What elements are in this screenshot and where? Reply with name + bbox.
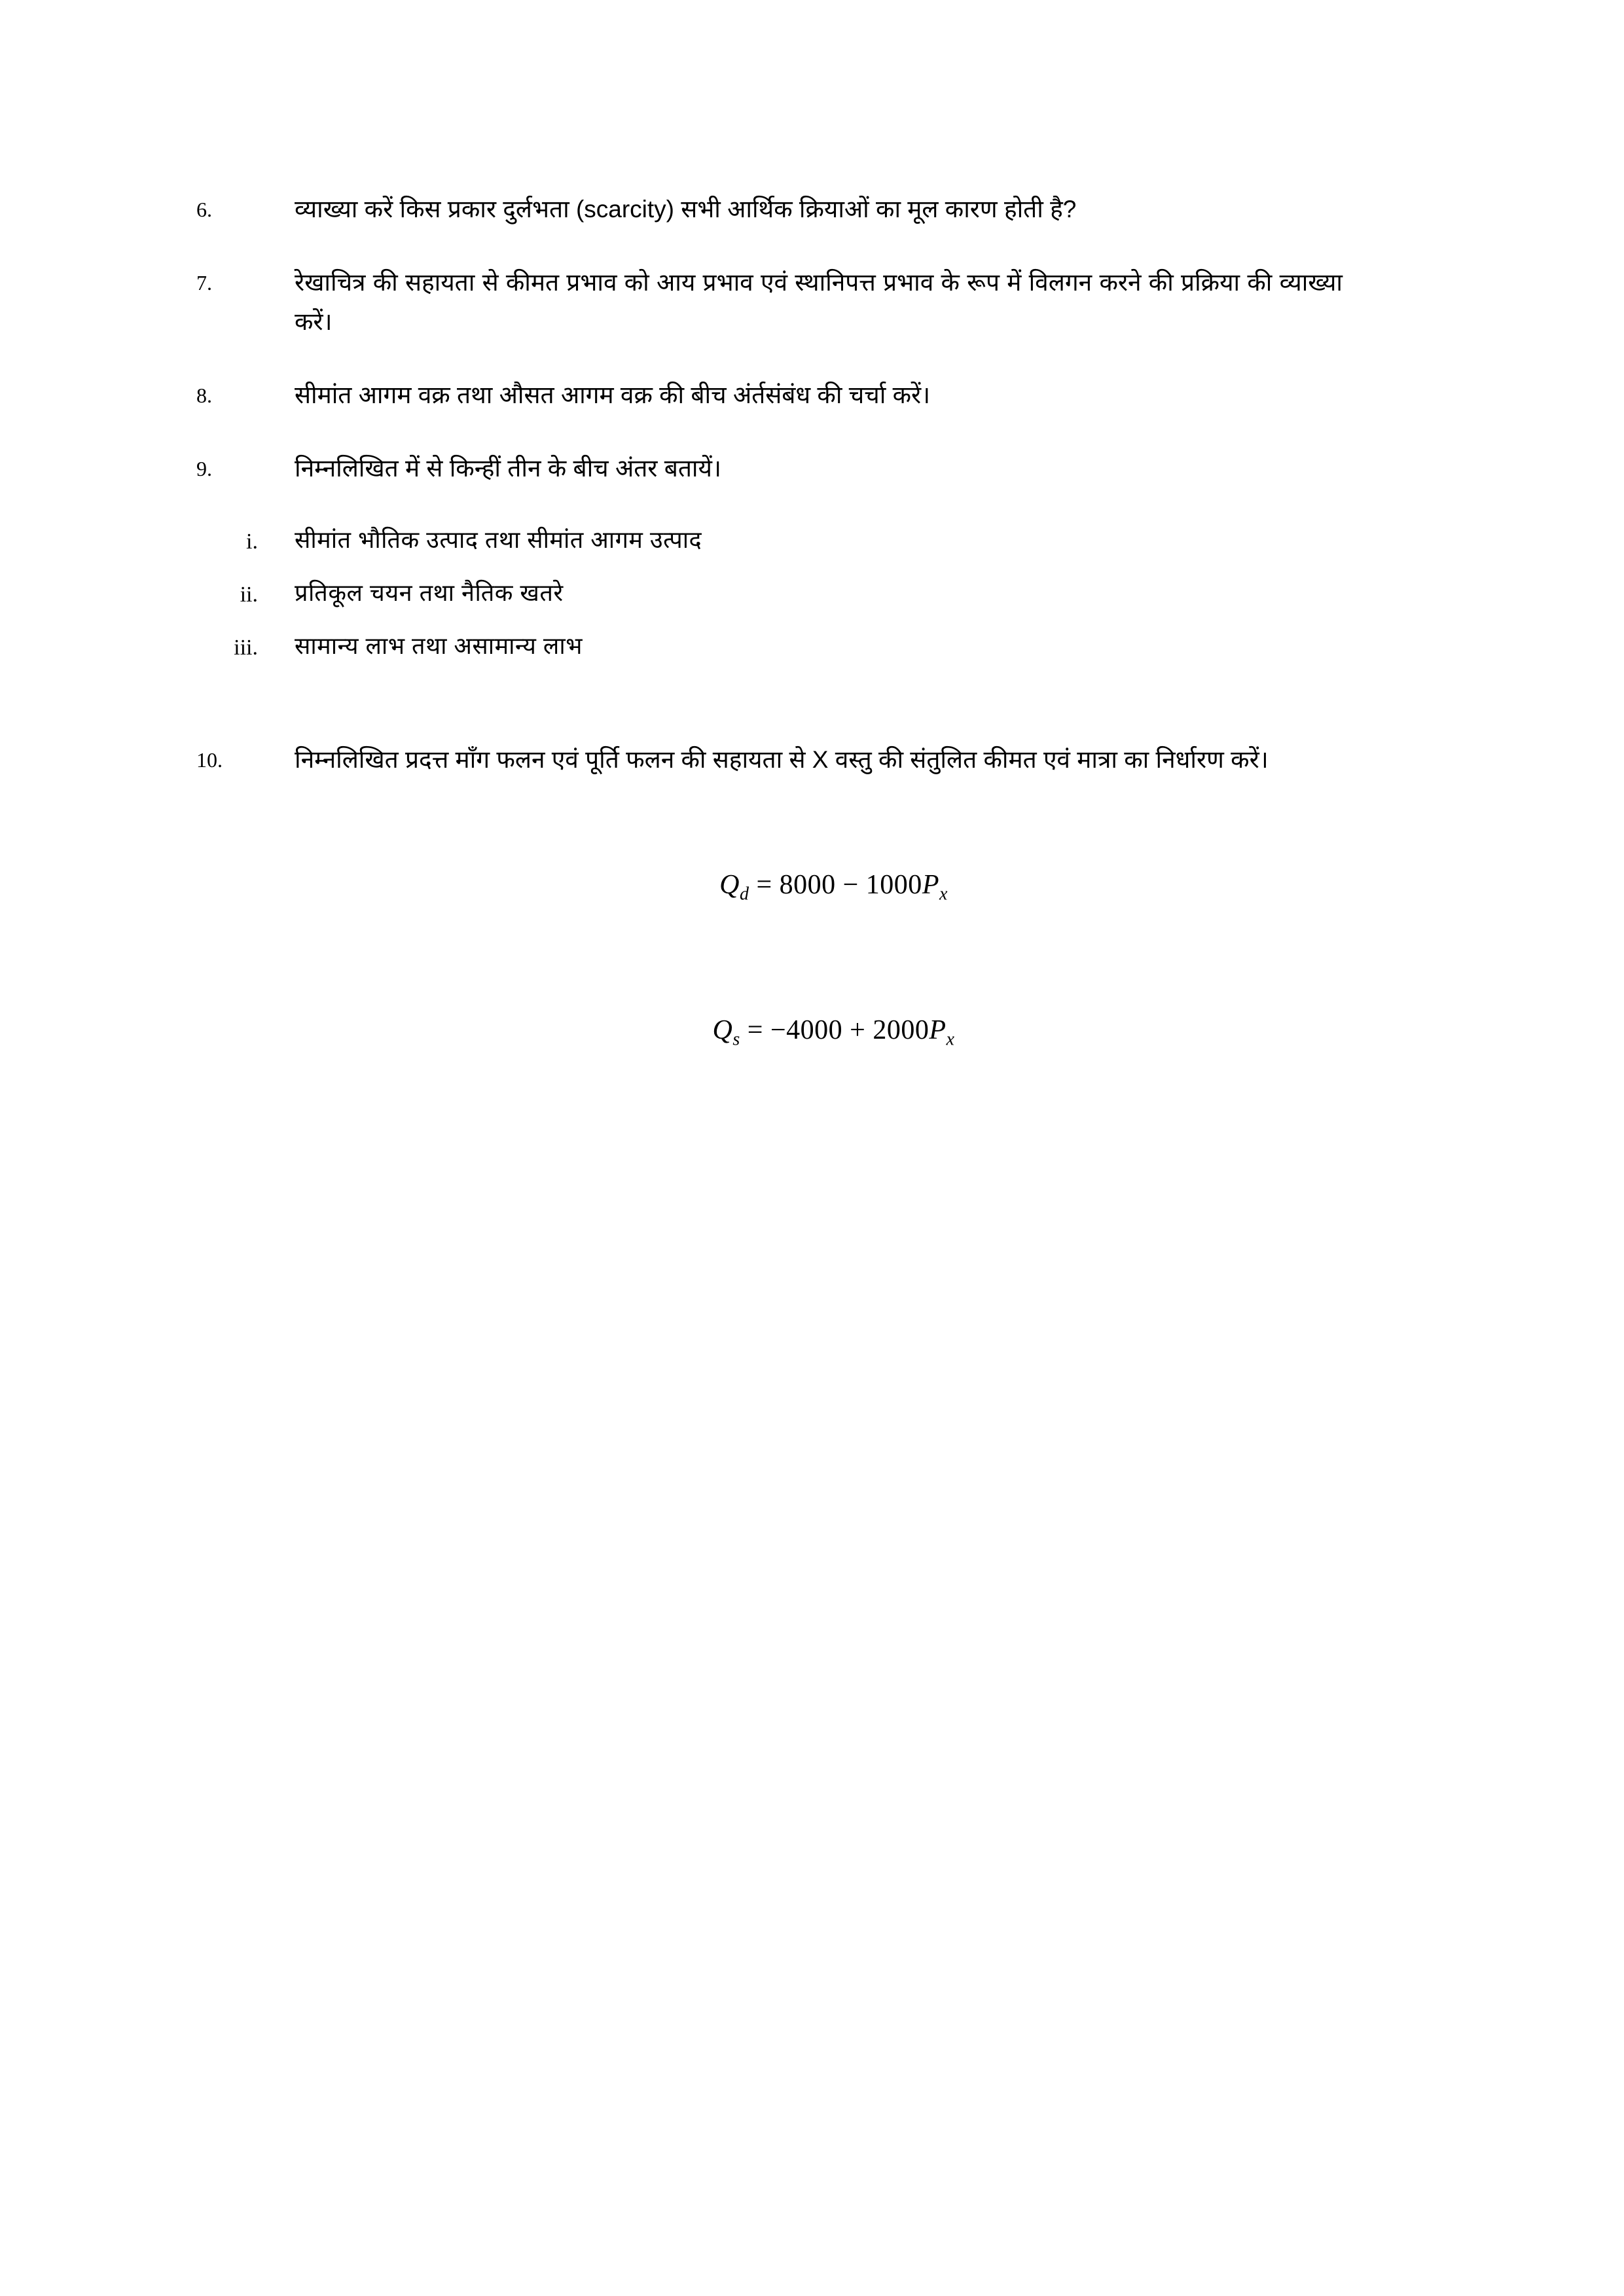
equation-demand bbox=[196, 814, 1428, 958]
question-number: 9. bbox=[196, 456, 212, 480]
question-number: 8. bbox=[196, 383, 212, 407]
equation-lhs-subscript: d bbox=[739, 884, 749, 905]
list-item-marker: i. bbox=[246, 529, 258, 554]
question-text: व्याख्या करें किस प्रकार दुर्लभता (scarcity) सभी आर्थिक क्रियाओं का मूल कारण होती है? bbox=[295, 196, 1077, 223]
equation-block bbox=[196, 814, 1428, 1103]
question-text: सीमांत आगम वक्र तथा औसत आगम वक्र की बीच अंर्तसंबंध की चर्चा करें। bbox=[295, 381, 931, 408]
equation-lhs-symbol: Q bbox=[719, 870, 740, 901]
equation-lhs-subscript: s bbox=[732, 1028, 740, 1049]
question-item bbox=[196, 740, 1428, 780]
equation-rhs-symbol: P bbox=[922, 870, 939, 901]
spacer bbox=[196, 710, 1428, 740]
list-item-text: सीमांत भौतिक उत्पाद तथा सीमांत आगम उत्पाद bbox=[295, 526, 702, 553]
list-item-marker: ii. bbox=[240, 582, 258, 607]
list-item bbox=[196, 522, 1428, 558]
question-number: 10. bbox=[196, 747, 223, 772]
list-item-marker: iii. bbox=[234, 635, 258, 660]
equation-rhs: = −4000 + 2000 bbox=[740, 1014, 929, 1045]
equation-rhs-subscript: x bbox=[939, 884, 948, 905]
question-item bbox=[196, 263, 1428, 342]
sub-item-list bbox=[196, 522, 1428, 664]
equation-rhs-subscript: x bbox=[946, 1028, 955, 1049]
question-item bbox=[196, 190, 1428, 229]
list-item-text: सामान्य लाभ तथा असामान्य लाभ bbox=[295, 632, 583, 659]
list-item bbox=[196, 628, 1428, 664]
question-text: निम्नलिखित प्रदत्त माँग फलन एवं पूर्ति फलन की सहायता से X वस्तु की संतुलित कीमत एवं मात्रा का निर्धारण करें। bbox=[295, 745, 1269, 773]
question-number: 6. bbox=[196, 198, 212, 221]
equation-rhs: = 8000 − 1000 bbox=[749, 870, 922, 901]
question-text: निम्नलिखित में से किन्हीं तीन के बीच अंतर बतायें। bbox=[295, 454, 722, 482]
equation-rhs-symbol: P bbox=[929, 1014, 947, 1045]
equation-supply bbox=[196, 958, 1428, 1103]
question-item bbox=[196, 449, 1428, 488]
question-number: 7. bbox=[196, 270, 212, 295]
equation-lhs-symbol: Q bbox=[712, 1014, 733, 1045]
list-item-text: प्रतिकूल चयन तथा नैतिक खतरे bbox=[295, 579, 564, 606]
question-text: रेखाचित्र की सहायता से कीमत प्रभाव को आय प्रभाव एवं स्थानिपत्त प्रभाव के रूप में विलगन करने की प्रक्रिया की व्याख्या करें। bbox=[295, 268, 1343, 335]
question-item bbox=[196, 376, 1428, 415]
list-item bbox=[196, 575, 1428, 611]
